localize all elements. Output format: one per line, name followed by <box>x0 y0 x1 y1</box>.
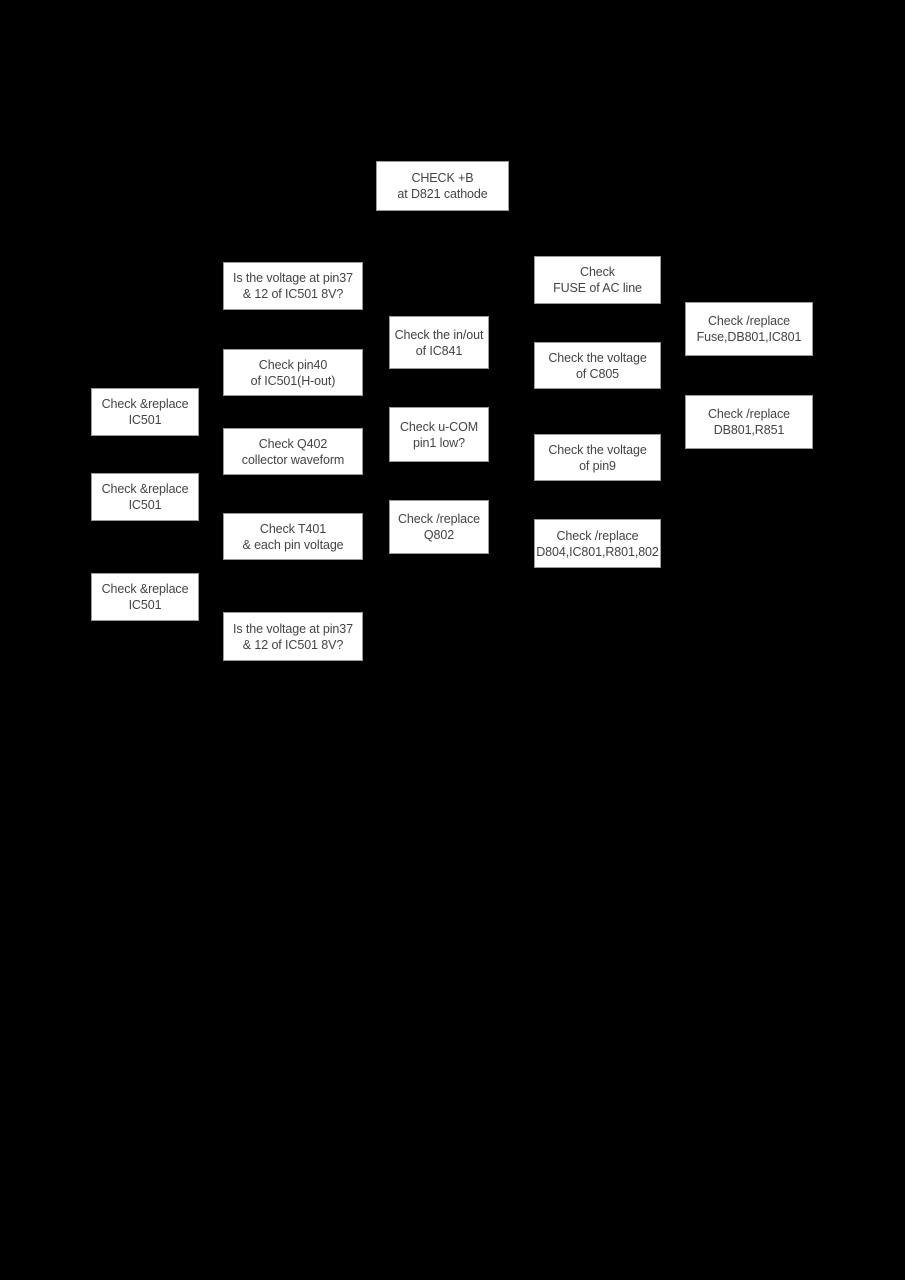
node-label-line: Check <box>580 265 615 279</box>
node-label-line: Check the voltage <box>548 350 647 365</box>
node-label-line: Is the voltage at pin37 <box>232 621 353 636</box>
node-replace-ic501-c <box>91 573 199 621</box>
node-check-ucom-pin1 <box>389 407 489 462</box>
node-label-line: Fuse,DB801,IC801 <box>696 330 802 344</box>
node-label-line: Check /replace <box>556 528 639 543</box>
node-voltage-pin37-bottom <box>223 612 363 661</box>
node-label-line: Check Q402 <box>258 436 328 451</box>
node-label-line: Check T401 <box>259 521 327 536</box>
node-replace-fuse-db801-ic801 <box>685 302 813 356</box>
node-label-line: pin1 low? <box>413 435 465 450</box>
node-check-b-d821 <box>376 161 509 211</box>
node-check-fuse-ac <box>534 256 661 304</box>
node-label-line: Is the voltage at pin37 <box>232 271 353 285</box>
node-label-line: & each pin voltage <box>242 537 344 552</box>
node-label-line: Check u-COM <box>399 419 479 434</box>
node-label-line: & 12 of IC501 8V? <box>242 287 344 301</box>
node-check-voltage-c805 <box>534 342 661 389</box>
node-label-line: of pin9 <box>579 458 616 473</box>
node-label-line: Check &replace <box>101 582 189 596</box>
node-label-line: of C805 <box>575 366 620 381</box>
node-label-line: IC501 <box>128 598 162 612</box>
node-check-inout-ic841 <box>389 316 489 369</box>
node-label-line: CHECK +B <box>411 171 474 185</box>
node-label-line: IC501 <box>128 413 162 427</box>
node-label-line: of IC841 <box>415 343 463 358</box>
node-replace-db801-r851 <box>685 395 813 449</box>
node-label-line: Check /replace <box>708 314 790 328</box>
node-check-t401 <box>223 513 363 560</box>
node-label-line: Check pin40 <box>258 357 328 372</box>
node-label-line: Q802 <box>423 528 455 542</box>
node-replace-ic501-a <box>91 388 199 436</box>
node-check-q402 <box>223 428 363 475</box>
node-label-line: collector waveform <box>241 452 345 467</box>
node-replace-d804-group <box>534 519 661 568</box>
node-voltage-pin37-top <box>223 262 363 310</box>
node-label-line: at D821 cathode <box>397 187 488 201</box>
node-label-line: Check the in/out <box>394 327 484 342</box>
node-label-line: DB801,R851 <box>713 423 785 437</box>
node-label-line: Check &replace <box>101 397 189 411</box>
node-replace-ic501-b <box>91 473 199 521</box>
node-replace-q802 <box>389 500 489 554</box>
node-label-line: of IC501(H-out) <box>250 373 336 388</box>
node-label-line: D804,IC801,R801,802 <box>536 544 659 559</box>
node-label-line: Check /replace <box>708 407 790 421</box>
node-label-line: Check &replace <box>101 482 189 496</box>
node-label-line: Check /replace <box>398 512 480 526</box>
node-check-voltage-pin9 <box>534 434 661 481</box>
node-label-line: IC501 <box>128 498 162 512</box>
node-label-line: FUSE of AC line <box>553 281 642 295</box>
node-label-line: & 12 of IC501 8V? <box>242 637 344 652</box>
node-label-line: Check the voltage <box>548 442 647 457</box>
node-check-pin40-ic501 <box>223 349 363 396</box>
